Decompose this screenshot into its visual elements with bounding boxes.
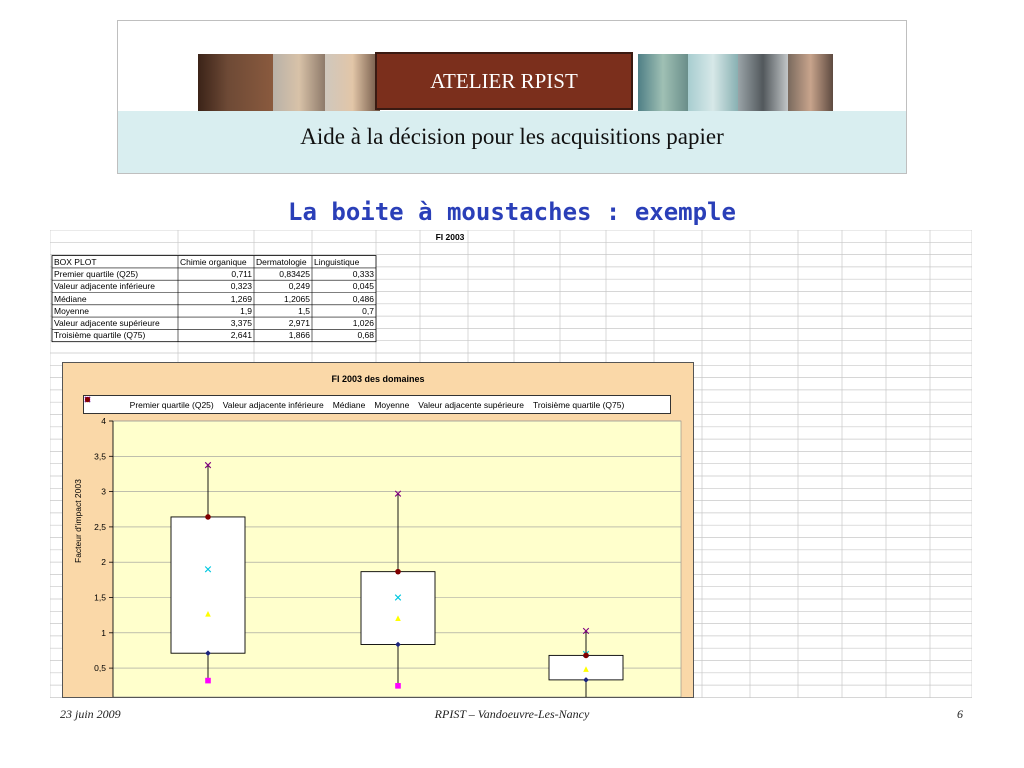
point-square xyxy=(205,678,211,684)
photo-5 xyxy=(688,54,738,111)
plot-area xyxy=(63,363,693,697)
box xyxy=(171,517,245,653)
table-row-label: Troisième quartile (Q75) xyxy=(54,330,146,341)
footer-date: 23 juin 2009 xyxy=(60,707,121,721)
y-tick-label: 4 xyxy=(101,416,106,426)
table-row-label: Moyenne xyxy=(54,305,89,316)
header-banner xyxy=(117,20,907,174)
table-value-cell: 2,971 xyxy=(288,318,310,329)
table-value-cell: 1,026 xyxy=(352,318,374,329)
table-value-cell: 0,711 xyxy=(231,268,252,279)
boxplot-chart[interactable] xyxy=(62,362,694,698)
legend-label: Troisième quartile (Q75) xyxy=(533,399,625,410)
table-row-label: Médiane xyxy=(54,293,87,304)
legend-label: Valeur adjacente inférieure xyxy=(222,399,324,410)
footer-center: RPIST – Vandoeuvre-Les-Nancy xyxy=(434,707,590,721)
photo-4 xyxy=(638,54,688,111)
photo-2 xyxy=(273,54,325,111)
y-tick-label: 0,5 xyxy=(94,663,106,674)
table-value-cell: 0,83425 xyxy=(279,268,310,279)
spreadsheet xyxy=(50,230,972,698)
y-tick-label: 2,5 xyxy=(94,521,106,532)
table-value-cell: 1,9 xyxy=(240,305,252,316)
table-value-cell: 1,866 xyxy=(288,330,310,341)
table-value-cell: 0,333 xyxy=(352,268,374,279)
point-circle xyxy=(395,569,401,575)
chart-title: FI 2003 des domaines xyxy=(331,374,425,384)
table-value-cell: 0,486 xyxy=(352,293,374,304)
table-value-cell: 0,249 xyxy=(288,281,310,292)
table-value-cell: 0,045 xyxy=(352,281,374,292)
y-tick-label: 3,5 xyxy=(94,451,106,462)
table-header-cell: BOX PLOT xyxy=(54,256,97,267)
table-value-cell: 2,641 xyxy=(230,330,252,341)
table-header-cell: Chimie organique xyxy=(180,256,247,267)
table-header-cell: Linguistique xyxy=(314,256,360,267)
sheet-header: FI 2003 xyxy=(435,232,465,242)
table-row-label: Valeur adjacente inférieure xyxy=(54,281,155,292)
table-row-label: Premier quartile (Q25) xyxy=(54,268,139,279)
y-tick-label: 2 xyxy=(101,557,106,568)
table-value-cell: 1,269 xyxy=(230,293,252,304)
photo-7 xyxy=(788,54,833,111)
table-value-cell: 0,7 xyxy=(362,305,374,316)
atelier-title-box xyxy=(375,52,633,110)
table-value-cell: 0,323 xyxy=(230,281,252,292)
box xyxy=(361,572,435,645)
atelier-title: ATELIER RPIST xyxy=(430,68,578,93)
footer-page-number: 6 xyxy=(957,707,963,721)
table-value-cell: 1,5 xyxy=(298,305,310,316)
legend-label: Médiane xyxy=(332,399,366,410)
table-row-label: Valeur adjacente supérieure xyxy=(54,318,160,329)
point-circle xyxy=(583,653,589,659)
slide-title: La boite à moustaches : exemple xyxy=(288,198,736,226)
banner-subtitle: Aide à la décision pour les acquisitions papier xyxy=(300,124,724,149)
legend-label: Moyenne xyxy=(374,399,410,410)
table-value-cell: 3,375 xyxy=(230,318,252,329)
legend-label: Valeur adjacente supérieure xyxy=(418,399,524,410)
point-square xyxy=(395,683,401,689)
y-tick-label: 1,5 xyxy=(94,592,106,603)
y-tick-label: 3 xyxy=(101,486,106,497)
table-header-cell: Dermatologie xyxy=(256,256,307,267)
legend-label: Premier quartile (Q25) xyxy=(129,399,214,410)
point-circle xyxy=(205,514,211,520)
table-value-cell: 1,2065 xyxy=(284,293,310,304)
table-value-cell: 0,68 xyxy=(357,330,374,341)
photo-6 xyxy=(738,54,788,111)
photo-3 xyxy=(325,54,380,111)
y-axis-label: Facteur d'impact 2003 xyxy=(73,479,83,563)
photo-1 xyxy=(198,54,273,111)
y-tick-label: 1 xyxy=(101,627,106,638)
